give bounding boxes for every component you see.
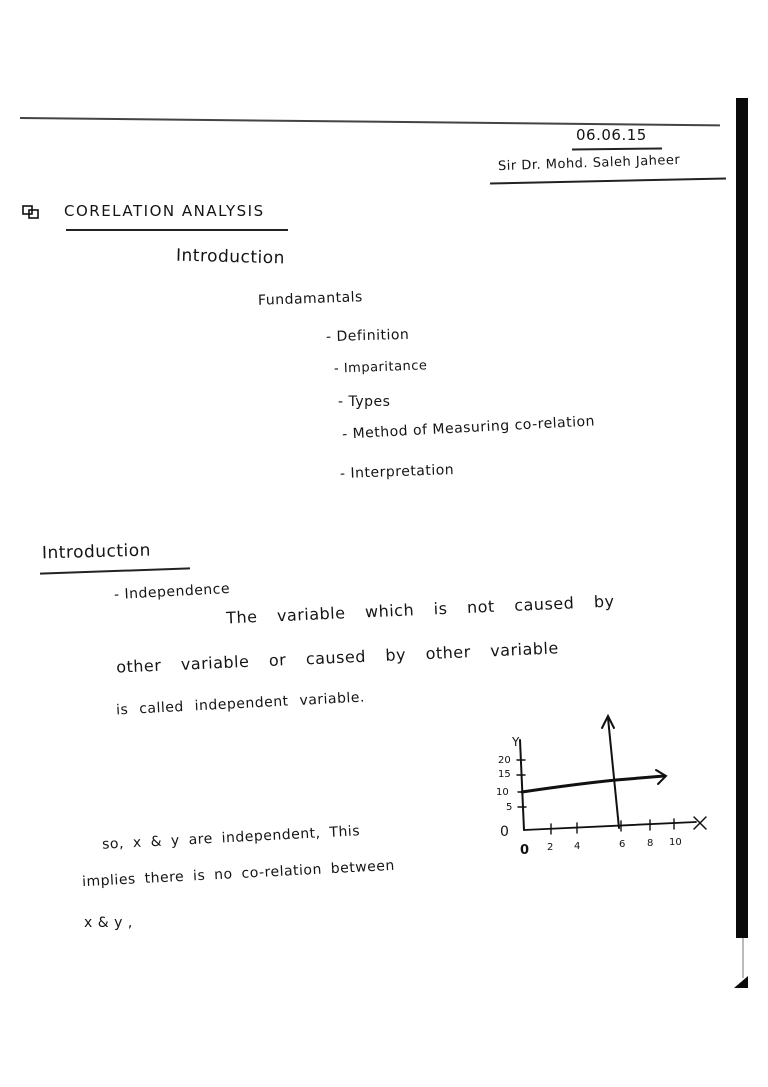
scan-edge-shadow	[736, 98, 748, 938]
top-rule-line	[20, 117, 720, 126]
outline-fundamentals: Fundamantals	[257, 289, 364, 309]
outline-item: - Imparitance	[333, 358, 428, 377]
svg-text:10: 10	[669, 837, 682, 848]
conclusion-line: implies there is no co-relation between	[81, 857, 396, 891]
svg-text:5: 5	[506, 802, 513, 813]
svg-text:Y: Y	[512, 735, 520, 749]
outline-item: - Definition	[325, 326, 410, 346]
svg-text:8: 8	[647, 838, 654, 849]
scan-edge-faint	[742, 938, 744, 978]
svg-text:15: 15	[498, 769, 511, 780]
svg-text:2: 2	[547, 842, 554, 853]
paragraph-line: The variable which is not caused by	[225, 591, 615, 628]
teacher-underline	[490, 178, 726, 185]
svg-text:6: 6	[619, 839, 626, 850]
teacher-name: Sir Dr. Mohd. Saleh Jaheer	[497, 152, 681, 175]
outline-item: - Types	[338, 394, 391, 410]
conclusion-line: x & y ,	[84, 915, 133, 931]
svg-text:20: 20	[498, 755, 511, 766]
paragraph-line: is called independent variable.	[115, 689, 366, 719]
svg-text:0: 0	[500, 824, 509, 840]
page-title: CORELATION ANALYSIS	[64, 202, 265, 220]
paragraph-line: other variable or caused by other variable	[115, 638, 560, 677]
title-underline	[66, 229, 288, 231]
section-title-underline	[40, 567, 190, 574]
outline-intro: Introduction	[175, 245, 286, 269]
independence-graph	[486, 700, 726, 870]
svg-text:10: 10	[496, 787, 509, 798]
conclusion-line: so, x & y are independent, This	[101, 823, 361, 853]
section-subheading: - Independence	[113, 580, 231, 604]
outline-item: - Method of Measuring co-relation	[341, 413, 596, 443]
section-title: Introduction	[41, 540, 152, 564]
svg-text:4: 4	[574, 841, 581, 852]
outline-item: - Interpretation	[339, 462, 455, 482]
scan-edge-corner	[734, 976, 748, 988]
checkbox-bullet-icon	[22, 205, 40, 219]
date: 06.06.15	[576, 126, 647, 144]
svg-text:0: 0	[520, 843, 530, 858]
date-underline	[572, 148, 662, 151]
